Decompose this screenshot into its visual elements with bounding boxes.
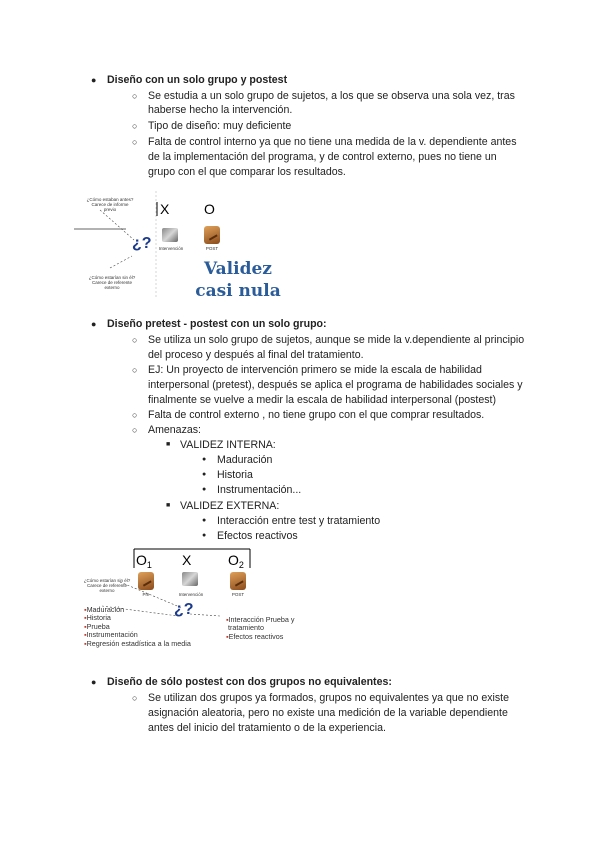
intervention-tools-icon xyxy=(182,572,198,586)
threat-item: Interacción entre test y tratamiento xyxy=(217,515,381,527)
under-o2-label: POST xyxy=(231,592,245,597)
bullet-circle: ○ xyxy=(132,410,138,420)
bullet-dot: ● xyxy=(91,677,97,687)
section-title-pretest-posttest: Diseño pretest - postest con un solo grupo: xyxy=(107,318,327,330)
threat-item: Instrumentación... xyxy=(217,484,302,496)
text-line: asignación aleatoria, pero no existe una medición de la variable dependiente xyxy=(148,707,508,719)
text-line: Falta de control externo , no tiene grupo con el que comprar resultados. xyxy=(148,409,485,421)
bullet-dot: ● xyxy=(202,532,207,539)
text-line: Falta de control interno ya que no tiene una medida de la v. dependiente antes xyxy=(148,136,517,148)
text-line: Se utilizan dos grupos ya formados, grupos no equivalentes ya que no existe xyxy=(148,692,509,704)
text-line: del proceso y después al final del tratamiento. xyxy=(148,349,364,361)
bullet-circle: ○ xyxy=(132,693,138,703)
text-line: Tipo de diseño: muy deficiente xyxy=(148,120,292,132)
bullet-square: ■ xyxy=(166,441,171,448)
x-label: X xyxy=(160,201,170,217)
callout-before: ¿Cómo estaban antes? Carece de informe previo xyxy=(86,197,134,212)
text-line: Se estudia a un solo grupo de sujetos, a los que se observa una sola vez, tras xyxy=(148,90,515,102)
under-x-label: Intervención xyxy=(158,246,184,251)
bullet-dot: ● xyxy=(202,517,207,524)
x-label: X xyxy=(182,552,192,568)
o1-label: $O_1$ xyxy=(136,552,152,570)
threat-item: Historia xyxy=(217,469,253,481)
hand-writing-icon xyxy=(204,226,220,244)
text-line: haberse hecho la intervención. xyxy=(148,104,293,116)
bullet-dot: ● xyxy=(202,456,207,463)
bullet-circle: ○ xyxy=(132,335,138,345)
callout-no-reference: ¿Cómo estarían sin él? Carece de referente externo xyxy=(83,578,131,593)
section-title-single-group-posttest: Diseño con un solo grupo y postest xyxy=(107,74,288,86)
question-marks-icon: ¿? xyxy=(174,601,194,618)
text-line: grupo con el que comparar los resultados. xyxy=(148,166,346,178)
bullet-circle: ○ xyxy=(132,425,138,435)
text-line: antes del inicio del tratamiento o de la experiencia. xyxy=(148,722,386,734)
threat-item: Efectos reactivos xyxy=(217,530,298,542)
validez-interna-title: VALIDEZ INTERNA: xyxy=(180,439,276,451)
diagram-single-group-posttest xyxy=(70,188,310,300)
under-o1-label: Pre xyxy=(142,592,150,597)
text-line: Se utiliza un solo grupo de sujetos, aunque se mide la v.dependiente al principio xyxy=(148,334,525,346)
hand-writing-icon xyxy=(230,572,246,590)
hand-writing-icon xyxy=(138,572,154,590)
internal-threats-list: ▪Maduración ▪Historia ▪Prueba ▪Instrumentación ▪Regresión estadística a la media xyxy=(84,605,191,648)
bullet-dot: ● xyxy=(91,75,97,85)
intervention-tools-icon xyxy=(162,228,178,242)
text-line: interpersonal (pretest), después se aplica el programa de habilidades sociales y xyxy=(148,379,523,391)
section-title-two-groups: Diseño de sólo postest con dos grupos no equivalentes: xyxy=(107,676,392,688)
bullet-circle: ○ xyxy=(132,137,138,147)
bullet-dot: ● xyxy=(202,486,207,493)
text-line: finalmente se vuelve a medir la escala de habilidad interpersonal (postest) xyxy=(148,394,497,406)
validez-externa-title: VALIDEZ EXTERNA: xyxy=(180,500,280,512)
bullet-dot: ● xyxy=(202,471,207,478)
o2-label: $O_2$ xyxy=(228,552,244,570)
question-marks-icon: ¿? xyxy=(132,235,152,252)
under-x-label: Intervención xyxy=(178,592,204,597)
bullet-circle: ○ xyxy=(132,365,138,375)
bullet-square: ■ xyxy=(166,502,171,509)
bullet-dot: ● xyxy=(91,319,97,329)
bullet-circle: ○ xyxy=(132,121,138,131)
text-line: de la implementación del programa, y de control externo, pues no tiene un xyxy=(148,151,497,163)
diagram-pretest-posttest xyxy=(80,546,320,662)
text-line: EJ: Un proyecto de intervención primero se mide la escala de habilidad xyxy=(148,364,482,376)
text-line: Amenazas: xyxy=(148,424,201,436)
bullet-circle: ○ xyxy=(132,91,138,101)
external-threats-list: ▪Interacción Prueba y tratamiento ▪Efectos reactivos xyxy=(226,615,295,641)
callout-after: ¿Cómo estarían sin él? Carece de referente externo xyxy=(88,275,136,290)
under-o-label: POST xyxy=(205,246,219,251)
validez-casi-nula: Validez casi nula xyxy=(195,259,281,301)
threat-item: Maduración xyxy=(217,454,273,466)
o-label: O xyxy=(204,201,215,217)
